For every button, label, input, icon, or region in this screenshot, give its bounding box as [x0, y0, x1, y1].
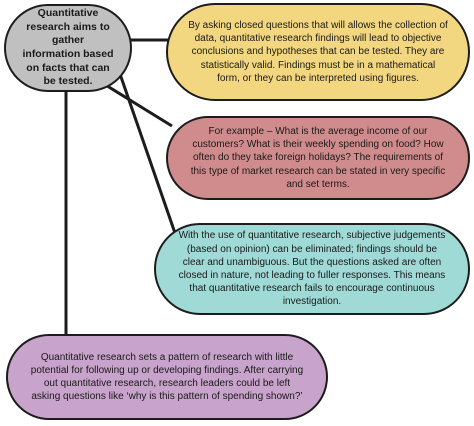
subjective-judgements-node — [154, 223, 470, 315]
subjective-judgements-text: With the use of quantitative research, subjective judgements (based on opinion) can be eliminated; findings should be clear and unambiguous. But the questions asked are often closed in nature, not leading to fuller responses. This means that quantitative research fails to encourage continuous investigation. — [178, 230, 446, 308]
closed-questions-text: By asking closed questions that will allows the collection of data, quantitative research findings will lead to objective conclusions and hypotheses that can be tested. They are statistically valid. Findings must be in a mathematical form, or they can be interpreted using figures. — [188, 20, 448, 84]
closed-questions-node — [166, 3, 470, 101]
connector-to-example — [104, 84, 172, 126]
example-text: For example – What is the average income of our customers? What is their weekly spending on food? How often do they take foreign holidays? The requirements of this type of market research can be stated in very specific and set terms. — [190, 126, 446, 190]
research-pattern-node — [6, 334, 328, 420]
central-node-text: Quantitative research aims to gather information based on facts that can be tested. — [22, 7, 114, 88]
example-node — [166, 116, 470, 200]
central-node — [4, 4, 132, 92]
research-pattern-text: Quantitative research sets a pattern of research with little potential for following up or developing findings. After carrying out quantitative research, research leaders could be left asking questions like ‘why is this pattern of spending shown?’ — [30, 351, 304, 403]
